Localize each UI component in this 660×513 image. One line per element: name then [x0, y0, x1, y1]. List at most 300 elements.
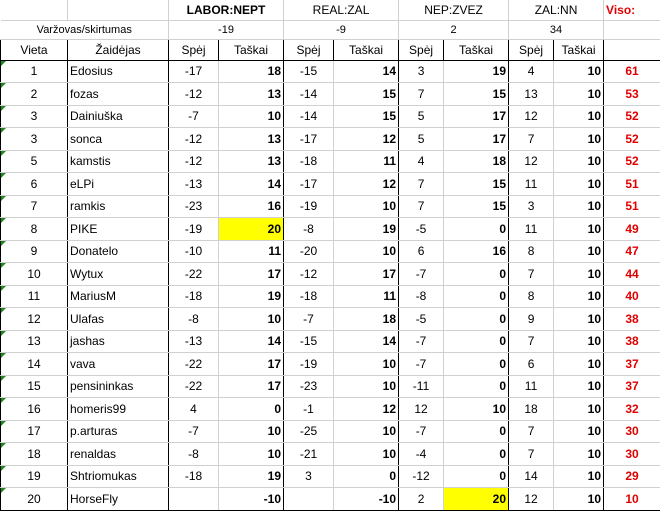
total-cell[interactable] — [604, 83, 660, 106]
points-cell[interactable] — [554, 443, 604, 466]
points-cell[interactable] — [444, 308, 509, 331]
points-cell-value: -10 — [263, 491, 282, 506]
points-cell[interactable] — [334, 353, 399, 376]
points-cell[interactable] — [444, 218, 509, 241]
total-cell[interactable] — [604, 218, 660, 241]
guess-cell[interactable] — [509, 330, 554, 353]
guess-cell[interactable] — [284, 488, 334, 511]
group-header-zal-nn[interactable]: ZAL:NN — [509, 0, 604, 20]
guess-cell[interactable] — [169, 375, 219, 398]
guess-cell[interactable] — [399, 60, 444, 83]
player-cell[interactable] — [68, 285, 169, 308]
guess-cell-value: -12 — [184, 154, 203, 169]
guess-cell[interactable] — [399, 353, 444, 376]
points-cell[interactable] — [219, 83, 284, 106]
player-cell-value: Wytux — [70, 266, 104, 281]
guess-cell[interactable] — [509, 443, 554, 466]
player-column-header[interactable]: Žaidėjas — [68, 39, 169, 60]
player-cell[interactable] — [68, 353, 169, 376]
guess-cell[interactable] — [509, 285, 554, 308]
points-cell[interactable] — [334, 285, 399, 308]
points-cell[interactable] — [334, 60, 399, 83]
guess-cell[interactable] — [284, 330, 334, 353]
place-cell[interactable] — [1, 308, 68, 331]
points-cell[interactable] — [334, 105, 399, 128]
points-cell[interactable] — [219, 353, 284, 376]
player-cell[interactable] — [68, 195, 169, 218]
points-cell[interactable] — [444, 83, 509, 106]
points-column-header[interactable]: Taškai — [219, 39, 284, 60]
comment-marker-icon — [1, 331, 6, 336]
player-cell[interactable] — [68, 218, 169, 241]
player-cell[interactable] — [68, 308, 169, 331]
total-cell[interactable] — [604, 263, 660, 286]
points-cell[interactable] — [219, 105, 284, 128]
guess-cell[interactable] — [509, 308, 554, 331]
points-cell[interactable] — [334, 375, 399, 398]
guess-cell[interactable] — [399, 443, 444, 466]
player-cell[interactable] — [68, 83, 169, 106]
points-cell-value: 10 — [587, 424, 602, 439]
total-cell[interactable] — [604, 285, 660, 308]
player-cell[interactable] — [68, 60, 169, 83]
total-cell-value: 52 — [625, 131, 639, 146]
guess-cell[interactable] — [169, 465, 219, 488]
place-cell[interactable] — [1, 330, 68, 353]
player-cell[interactable] — [68, 375, 169, 398]
guess-cell-value: -17 — [184, 64, 203, 79]
player-cell[interactable] — [68, 330, 169, 353]
place-cell[interactable] — [1, 83, 68, 106]
guess-cell-value: -20 — [299, 244, 318, 259]
guess-cell[interactable] — [509, 263, 554, 286]
guess-cell[interactable] — [284, 83, 334, 106]
comment-marker-icon — [1, 466, 6, 471]
guess-cell[interactable] — [509, 375, 554, 398]
points-cell[interactable] — [554, 420, 604, 443]
place-cell[interactable] — [1, 218, 68, 241]
place-cell[interactable] — [1, 173, 68, 196]
total-cell[interactable] — [604, 443, 660, 466]
guess-column-header[interactable]: Spėj — [169, 39, 219, 60]
guess-cell[interactable] — [399, 285, 444, 308]
points-cell[interactable] — [334, 465, 399, 488]
guess-cell[interactable] — [509, 353, 554, 376]
total-cell-value: 32 — [625, 401, 639, 416]
points-cell[interactable] — [444, 195, 509, 218]
total-column-header[interactable] — [604, 39, 660, 60]
place-cell[interactable] — [1, 420, 68, 443]
guess-cell[interactable] — [399, 308, 444, 331]
points-cell[interactable] — [334, 420, 399, 443]
points-cell[interactable] — [554, 218, 604, 241]
guess-cell[interactable] — [284, 398, 334, 421]
guess-cell[interactable] — [169, 285, 219, 308]
total-cell-value: 37 — [625, 379, 639, 394]
player-cell[interactable] — [68, 150, 169, 173]
points-column-header[interactable]: Taškai — [554, 39, 604, 60]
guess-cell-value: -13 — [184, 334, 203, 349]
guess-cell[interactable] — [169, 173, 219, 196]
total-cell[interactable] — [604, 128, 660, 151]
guess-cell[interactable] — [169, 218, 219, 241]
points-cell[interactable] — [219, 128, 284, 151]
guess-cell[interactable] — [509, 218, 554, 241]
player-cell[interactable] — [68, 420, 169, 443]
guess-cell[interactable] — [399, 263, 444, 286]
place-cell[interactable] — [1, 443, 68, 466]
guess-cell[interactable] — [284, 285, 334, 308]
guess-cell[interactable] — [169, 128, 219, 151]
player-cell-value: PIKE — [70, 221, 98, 236]
points-cell[interactable] — [334, 443, 399, 466]
guess-cell[interactable] — [399, 240, 444, 263]
table-row — [1, 240, 660, 263]
guess-cell-value: 12 — [414, 401, 428, 416]
guess-cell[interactable] — [284, 195, 334, 218]
place-cell[interactable] — [1, 465, 68, 488]
place-cell[interactable] — [1, 150, 68, 173]
guess-cell[interactable] — [169, 443, 219, 466]
points-cell[interactable] — [554, 83, 604, 106]
points-cell[interactable] — [444, 60, 509, 83]
guess-cell[interactable] — [509, 128, 554, 151]
guess-cell[interactable] — [169, 195, 219, 218]
points-cell[interactable] — [554, 60, 604, 83]
points-cell[interactable] — [219, 465, 284, 488]
points-cell[interactable] — [444, 128, 509, 151]
guess-cell[interactable] — [399, 488, 444, 511]
points-cell[interactable] — [444, 263, 509, 286]
points-cell[interactable] — [444, 285, 509, 308]
points-cell[interactable] — [219, 218, 284, 241]
points-cell-value: 19 — [492, 64, 507, 79]
guess-cell[interactable] — [399, 465, 444, 488]
guess-cell[interactable] — [509, 105, 554, 128]
guess-cell[interactable] — [284, 443, 334, 466]
points-cell[interactable] — [219, 375, 284, 398]
points-cell[interactable] — [444, 443, 509, 466]
guess-column-header[interactable]: Spėj — [284, 39, 334, 60]
place-cell[interactable] — [1, 195, 68, 218]
points-cell[interactable] — [444, 330, 509, 353]
guess-cell[interactable] — [399, 150, 444, 173]
guess-cell[interactable] — [284, 60, 334, 83]
total-cell[interactable] — [604, 420, 660, 443]
guess-cell[interactable] — [399, 420, 444, 443]
points-cell[interactable] — [554, 488, 604, 511]
place-cell-value: 19 — [27, 469, 41, 484]
guess-cell[interactable] — [284, 150, 334, 173]
points-cell[interactable] — [334, 240, 399, 263]
guess-cell[interactable] — [169, 398, 219, 421]
cell-blank[interactable] — [1, 0, 68, 20]
player-cell[interactable] — [68, 173, 169, 196]
guess-cell[interactable] — [169, 330, 219, 353]
points-cell[interactable] — [334, 150, 399, 173]
place-column-header[interactable]: Vieta — [1, 39, 68, 60]
guess-cell[interactable] — [399, 218, 444, 241]
guess-cell[interactable] — [169, 353, 219, 376]
guess-cell[interactable] — [399, 128, 444, 151]
points-cell[interactable] — [554, 195, 604, 218]
points-cell-value: 10 — [382, 446, 397, 461]
points-cell-value: 16 — [267, 199, 282, 214]
guess-cell-value: -8 — [188, 446, 199, 461]
points-cell[interactable] — [444, 240, 509, 263]
points-cell[interactable] — [219, 240, 284, 263]
group-header-nep-zvez[interactable]: NEP:ZVEZ — [399, 0, 509, 20]
points-cell[interactable] — [334, 398, 399, 421]
player-cell[interactable] — [68, 443, 169, 466]
guess-cell[interactable] — [169, 83, 219, 106]
comment-marker-icon — [1, 308, 6, 313]
points-cell[interactable] — [219, 330, 284, 353]
points-cell[interactable] — [219, 195, 284, 218]
place-cell[interactable] — [1, 105, 68, 128]
total-cell[interactable] — [604, 195, 660, 218]
total-cell[interactable] — [604, 398, 660, 421]
points-cell-value: 15 — [492, 199, 507, 214]
points-cell-value: 0 — [499, 334, 507, 349]
guess-cell[interactable] — [169, 420, 219, 443]
player-cell[interactable] — [68, 105, 169, 128]
points-cell[interactable] — [334, 488, 399, 511]
points-cell[interactable] — [219, 488, 284, 511]
total-cell[interactable] — [604, 173, 660, 196]
place-cell[interactable] — [1, 353, 68, 376]
place-cell-value: 7 — [30, 199, 38, 214]
comment-marker-icon — [1, 286, 6, 291]
player-cell-value: jashas — [70, 334, 105, 349]
points-cell-value: 10 — [382, 244, 397, 259]
points-cell[interactable] — [334, 308, 399, 331]
guess-cell[interactable] — [169, 240, 219, 263]
points-cell-value: 10 — [587, 311, 602, 326]
points-cell[interactable] — [444, 375, 509, 398]
guess-cell[interactable] — [169, 263, 219, 286]
guess-cell[interactable] — [399, 398, 444, 421]
points-cell[interactable] — [444, 105, 509, 128]
points-cell[interactable] — [219, 60, 284, 83]
points-cell[interactable] — [334, 83, 399, 106]
points-cell[interactable] — [554, 465, 604, 488]
place-cell[interactable] — [1, 285, 68, 308]
comment-marker-icon — [1, 218, 6, 223]
place-cell[interactable] — [1, 398, 68, 421]
points-cell[interactable] — [334, 330, 399, 353]
total-header[interactable]: Viso: — [604, 0, 660, 20]
guess-cell[interactable] — [284, 375, 334, 398]
guess-cell[interactable] — [284, 173, 334, 196]
points-cell[interactable] — [444, 420, 509, 443]
points-cell[interactable] — [219, 308, 284, 331]
points-cell[interactable] — [334, 128, 399, 151]
points-cell-value: 11 — [383, 154, 397, 169]
guess-cell[interactable] — [399, 105, 444, 128]
guess-cell[interactable] — [509, 195, 554, 218]
diff-zal-nn[interactable]: 34 — [509, 20, 604, 39]
guess-cell[interactable] — [169, 60, 219, 83]
total-cell[interactable] — [604, 60, 660, 83]
total-cell[interactable] — [604, 488, 660, 511]
guess-cell-value: 7 — [527, 424, 535, 439]
player-cell[interactable] — [68, 465, 169, 488]
group-header-labor-nept[interactable]: LABOR:NEPT — [169, 0, 284, 20]
comment-marker-icon — [1, 151, 6, 156]
guess-cell[interactable] — [399, 375, 444, 398]
guess-cell-value: -12 — [299, 266, 318, 281]
total-cell[interactable] — [604, 150, 660, 173]
place-cell[interactable] — [1, 240, 68, 263]
points-cell[interactable] — [334, 173, 399, 196]
cell-blank[interactable] — [68, 0, 169, 20]
total-cell[interactable] — [604, 308, 660, 331]
points-cell-value: 10 — [587, 491, 602, 506]
points-cell[interactable] — [334, 195, 399, 218]
guess-cell[interactable] — [284, 105, 334, 128]
points-cell[interactable] — [219, 285, 284, 308]
guess-column-header[interactable]: Spėj — [509, 39, 554, 60]
guess-cell[interactable] — [284, 353, 334, 376]
points-cell-value: 10 — [587, 199, 602, 214]
total-cell-value: 52 — [625, 109, 639, 124]
place-cell[interactable] — [1, 60, 68, 83]
place-cell[interactable] — [1, 128, 68, 151]
points-cell[interactable] — [444, 488, 509, 511]
total-cell[interactable] — [604, 240, 660, 263]
total-cell[interactable] — [604, 330, 660, 353]
points-cell[interactable] — [219, 263, 284, 286]
points-cell-value: 0 — [499, 311, 507, 326]
guess-cell[interactable] — [399, 195, 444, 218]
guess-cell[interactable] — [284, 308, 334, 331]
guess-cell[interactable] — [169, 308, 219, 331]
player-cell-value: renaldas — [70, 446, 117, 461]
opponent-diff-label[interactable]: Varžovas/skirtumas — [1, 20, 169, 39]
points-cell-value: 0 — [499, 266, 507, 281]
place-cell[interactable] — [1, 263, 68, 286]
diff-labor-nept[interactable]: -19 — [169, 20, 284, 39]
points-cell[interactable] — [444, 465, 509, 488]
total-cell[interactable] — [604, 353, 660, 376]
points-column-header[interactable]: Taškai — [444, 39, 509, 60]
guess-cell-value: 13 — [524, 86, 538, 101]
guess-cell[interactable] — [399, 330, 444, 353]
total-cell[interactable] — [604, 105, 660, 128]
guess-cell-value: -18 — [184, 289, 203, 304]
points-cell[interactable] — [554, 308, 604, 331]
points-cell[interactable] — [554, 240, 604, 263]
points-cell[interactable] — [554, 150, 604, 173]
points-cell[interactable] — [219, 398, 284, 421]
points-cell[interactable] — [554, 375, 604, 398]
points-cell[interactable] — [219, 420, 284, 443]
points-column-header[interactable]: Taškai — [334, 39, 399, 60]
guess-cell[interactable] — [169, 105, 219, 128]
guess-cell[interactable] — [509, 465, 554, 488]
total-cell[interactable] — [604, 465, 660, 488]
guess-cell-value: 7 — [417, 176, 425, 191]
guess-cell[interactable] — [284, 240, 334, 263]
points-cell-value: 0 — [499, 446, 507, 461]
player-cell[interactable] — [68, 263, 169, 286]
place-cell[interactable] — [1, 375, 68, 398]
points-cell[interactable] — [554, 173, 604, 196]
points-cell-value: 19 — [267, 289, 282, 304]
total-cell[interactable] — [604, 375, 660, 398]
player-cell[interactable] — [68, 240, 169, 263]
points-cell[interactable] — [219, 150, 284, 173]
guess-cell[interactable] — [509, 240, 554, 263]
points-cell-value: 19 — [382, 221, 397, 236]
guess-cell[interactable] — [509, 398, 554, 421]
diff-nep-zvez[interactable]: 2 — [399, 20, 509, 39]
guess-cell-value: -7 — [415, 356, 427, 371]
points-cell[interactable] — [334, 263, 399, 286]
guess-cell[interactable] — [509, 150, 554, 173]
player-cell[interactable] — [68, 488, 169, 511]
guess-cell[interactable] — [509, 60, 554, 83]
guess-cell[interactable] — [509, 488, 554, 511]
points-cell[interactable] — [554, 398, 604, 421]
points-cell[interactable] — [444, 353, 509, 376]
cell-blank[interactable] — [604, 20, 660, 39]
points-cell[interactable] — [219, 173, 284, 196]
points-cell[interactable] — [444, 150, 509, 173]
guess-cell[interactable] — [169, 488, 219, 511]
points-cell-value: 18 — [267, 64, 282, 79]
player-cell[interactable] — [68, 398, 169, 421]
points-cell[interactable] — [554, 105, 604, 128]
place-cell[interactable] — [1, 488, 68, 511]
group-header-real-zal[interactable]: REAL:ZAL — [284, 0, 399, 20]
points-cell-value: 10 — [382, 199, 397, 214]
guess-cell-value: -7 — [303, 311, 314, 326]
guess-cell-value: 7 — [527, 266, 535, 281]
guess-cell[interactable] — [284, 128, 334, 151]
diff-real-zal[interactable]: -9 — [284, 20, 399, 39]
points-cell[interactable] — [554, 330, 604, 353]
points-cell[interactable] — [219, 443, 284, 466]
guess-cell[interactable] — [399, 173, 444, 196]
guess-cell[interactable] — [509, 83, 554, 106]
guess-cell[interactable] — [169, 150, 219, 173]
total-cell-value: 37 — [625, 356, 639, 371]
guess-cell[interactable] — [284, 420, 334, 443]
points-cell-value: 17 — [492, 131, 507, 146]
points-cell[interactable] — [334, 218, 399, 241]
points-cell[interactable] — [444, 173, 509, 196]
guess-cell[interactable] — [284, 465, 334, 488]
points-cell[interactable] — [554, 128, 604, 151]
points-cell[interactable] — [554, 353, 604, 376]
guess-cell[interactable] — [284, 218, 334, 241]
guess-cell[interactable] — [399, 83, 444, 106]
guess-cell[interactable] — [509, 173, 554, 196]
guess-cell[interactable] — [509, 420, 554, 443]
player-cell-value: Dainiuška — [70, 109, 123, 124]
guess-column-header[interactable]: Spėj — [399, 39, 444, 60]
guess-cell-value: -7 — [188, 109, 199, 124]
total-cell-value: 30 — [625, 446, 639, 461]
points-cell-value: 12 — [382, 176, 397, 191]
points-cell[interactable] — [554, 263, 604, 286]
points-cell[interactable] — [554, 285, 604, 308]
points-cell[interactable] — [444, 398, 509, 421]
player-cell[interactable] — [68, 128, 169, 151]
guess-cell[interactable] — [284, 263, 334, 286]
